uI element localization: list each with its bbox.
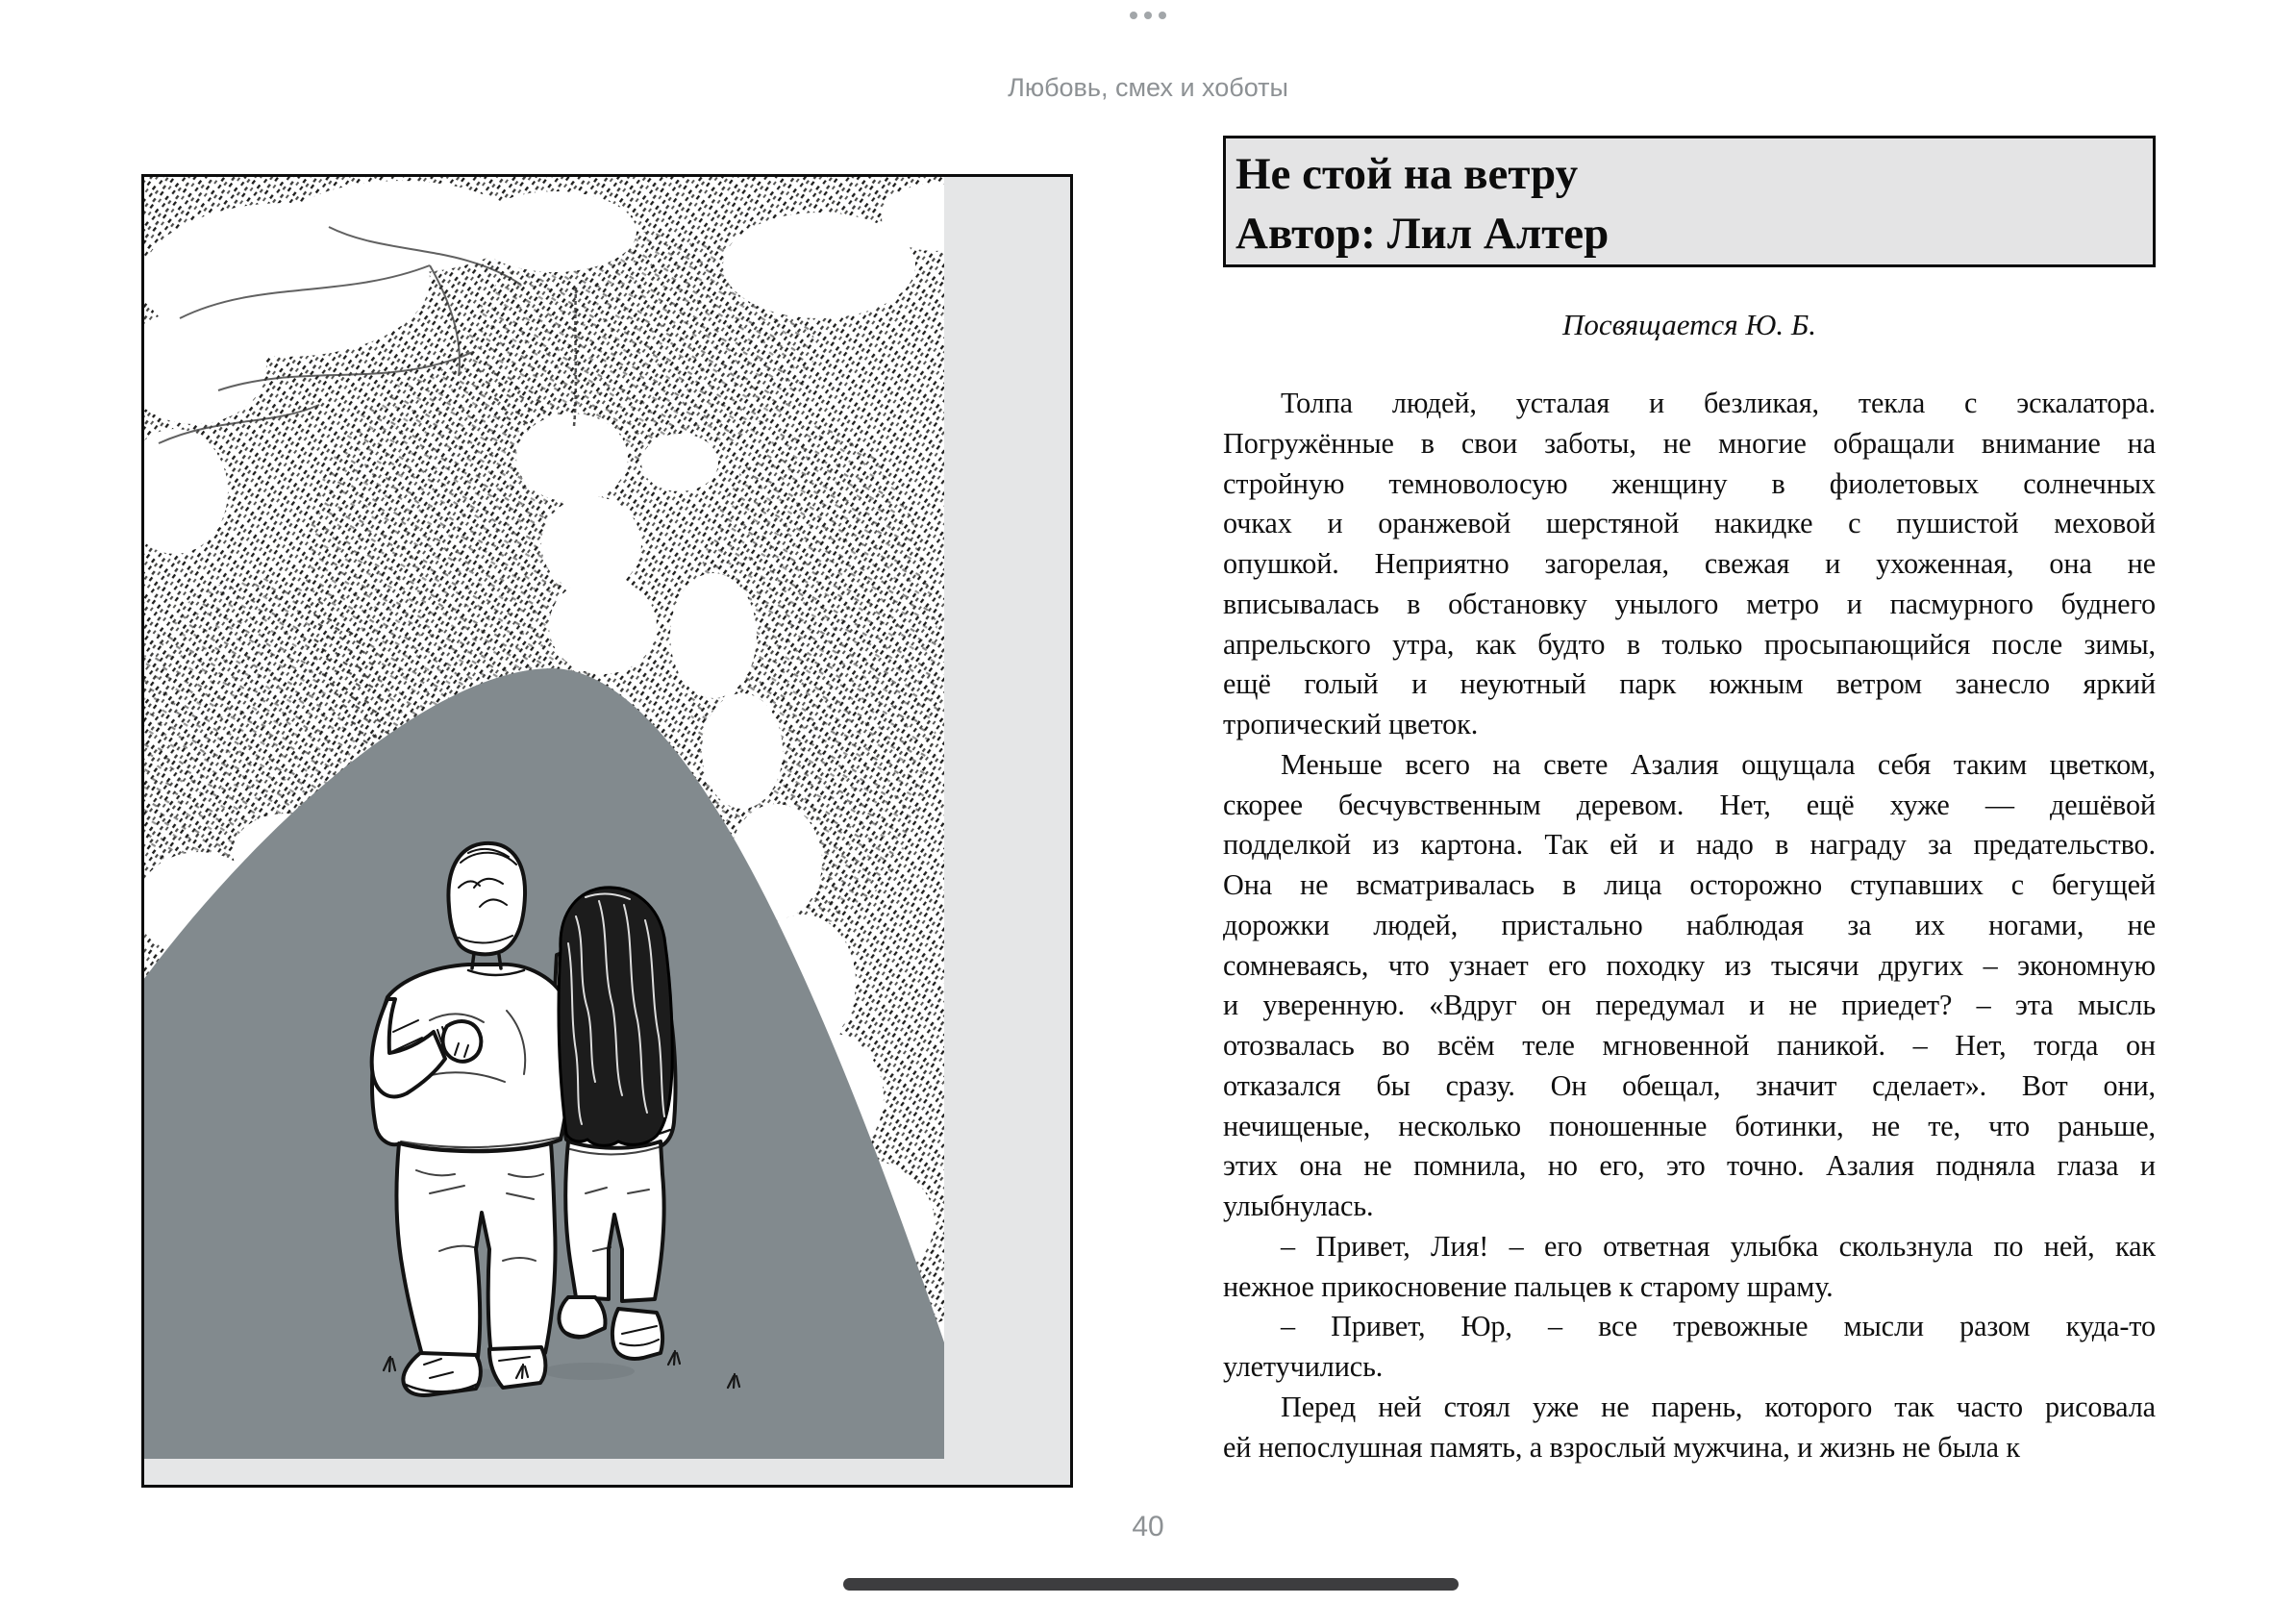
text-line: скорее бесчувственным деревом. Нет, ещё хуже — дешёвой <box>1223 788 2156 821</box>
chapter-author: Автор: Лил Алтер <box>1235 209 1610 259</box>
dot-icon <box>1159 12 1166 19</box>
text-line: этих она не помнила, но его, это точно. Азалия подняла глаза и <box>1223 1149 2156 1183</box>
text-line: отказался бы сразу. Он обещал, значит сделает». Вот они, <box>1223 1068 2156 1102</box>
text-line: Погружённые в свои заботы, не многие обращали внимание на <box>1223 426 2156 460</box>
chapter-title-box <box>1223 136 2156 267</box>
text-line: очках и оранжевой шерстяной накидке с пушистой меховой <box>1223 507 2156 540</box>
text-line: тропический цветок. <box>1223 708 1479 740</box>
text-line: и уверенную. «Вдруг он передумал и не приедет? – эта мысль <box>1223 989 2156 1022</box>
chapter-title: Не стой на ветру <box>1235 149 1579 199</box>
text-line: подделкой из картона. Так ей и надо в награду за предательство. <box>1223 828 2156 862</box>
text-line: ещё голый и неуютный парк южным ветром занесло яркий <box>1223 667 2156 701</box>
text-line: – Привет, Лия! – его ответная улыбка скользнула по ней, как <box>1281 1229 2156 1263</box>
text-line: апрельского утра, как будто в только просыпающийся после зимы, <box>1223 627 2156 661</box>
text-line: ей непослушная память, а взрослый мужчина, и жизнь не была к <box>1223 1430 2020 1464</box>
dot-icon <box>1130 12 1137 19</box>
text-line: улетучились. <box>1223 1350 1384 1383</box>
text-line: Перед ней стоял уже не парень, которого так часто рисовала <box>1281 1390 2156 1423</box>
dedication-line: Посвящается Ю. Б. <box>1562 308 1816 341</box>
text-line: Она не всматривалась в лица осторожно ступавших с бегущей <box>1223 868 2156 901</box>
text-line: нечищеные, несколько поношенные ботинки, не те, что раньше, <box>1223 1109 2156 1142</box>
page-number: 40 <box>1132 1511 1164 1542</box>
book-title-header: Любовь, смех и хоботы <box>1008 73 1288 102</box>
text-line: сомневаясь, что узнает его походку из тысячи других – экономную <box>1223 948 2156 982</box>
dot-icon <box>1144 12 1152 19</box>
text-line: отозвалась во всём теле мгновенной паникой. – Нет, тогда он <box>1223 1029 2156 1062</box>
text-line: улыбнулась. <box>1223 1190 1374 1222</box>
text-line: нежное прикосновение пальцев к старому шраму. <box>1223 1269 1834 1303</box>
home-indicator-bar[interactable] <box>843 1578 1459 1591</box>
page-illustration <box>141 174 1073 1488</box>
couple-walking-illustration-image <box>141 174 1073 1488</box>
text-line: Толпа людей, усталая и безликая, текла с эскалатора. <box>1281 387 2156 419</box>
multitasking-menu-icon[interactable] <box>0 12 2296 19</box>
text-line: опушкой. Неприятно загорелая, свежая и ухоженная, она не <box>1223 547 2156 580</box>
text-line: Меньше всего на свете Азалия ощущала себя таким цветком, <box>1281 747 2156 781</box>
text-line: стройную темноволосую женщину в фиолетовых солнечных <box>1223 466 2156 500</box>
text-line: дорожки людей, пристально наблюдая за их ногами, не <box>1223 908 2156 941</box>
body-text <box>1223 384 2156 1467</box>
text-line: вписывалась в обстановку унылого метро и пасмурного буднего <box>1223 587 2156 620</box>
text-line: – Привет, Юр, – все тревожные мысли разом куда-то <box>1281 1310 2156 1343</box>
